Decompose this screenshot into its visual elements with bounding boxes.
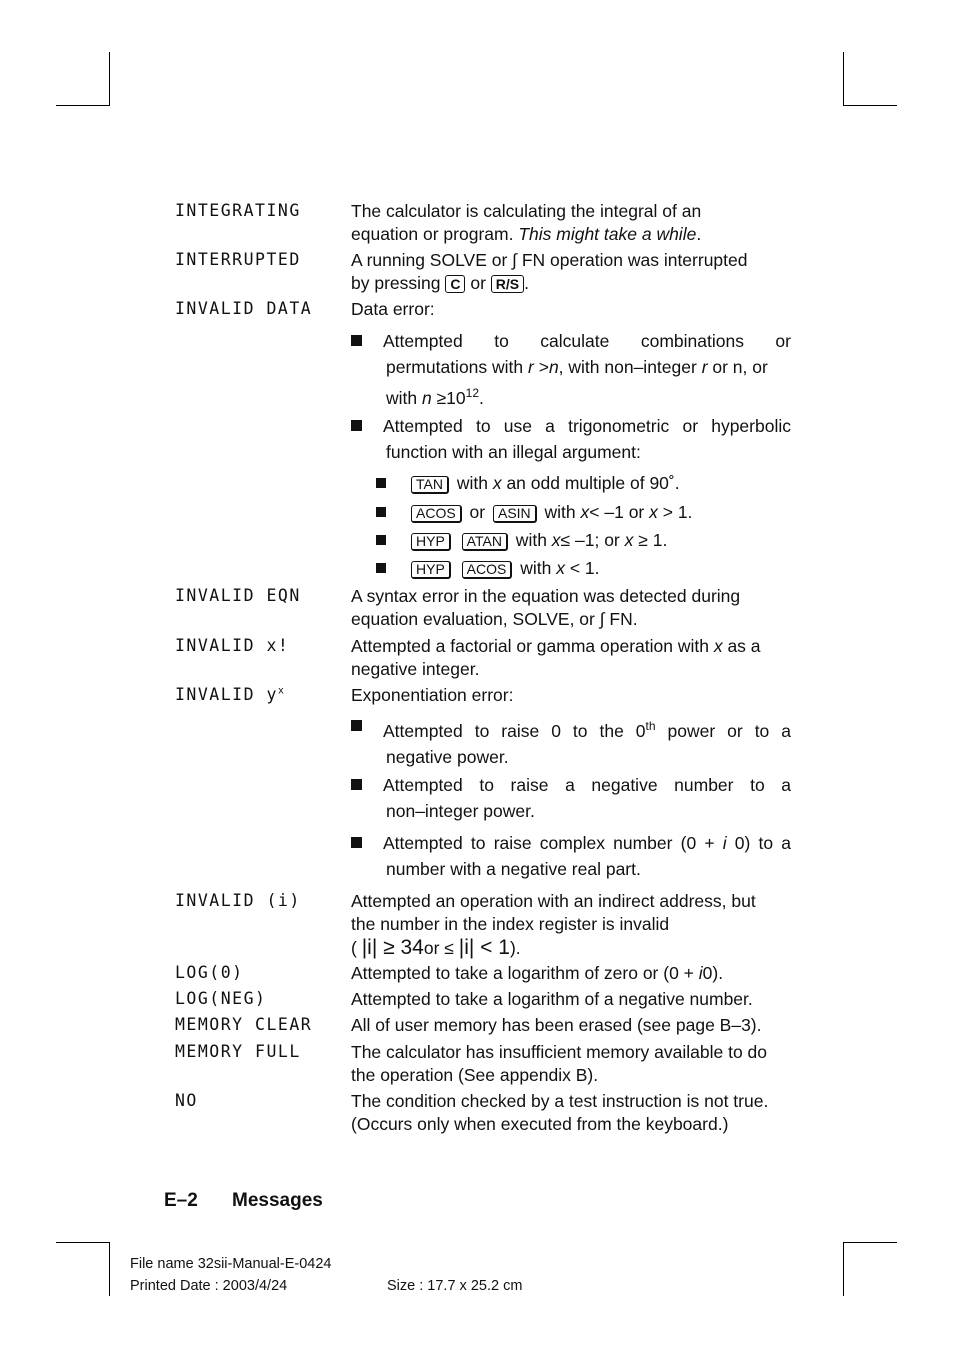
message-desc-integrating: The calculator is calculating the integral of an equation or program. This might take a while. (351, 201, 702, 244)
sub-bullet-item: HYP ATAN with x≤ –1; or x ≥ 1. (376, 528, 667, 552)
message-code-interrupted: INTERRUPTED (175, 250, 301, 269)
message-desc-invalid-i: Attempted an operation with an indirect address, but the number in the index register is invalid ( |i| ≥ 34or ≤ |i| < 1). (351, 891, 756, 959)
section-title: Messages (232, 1190, 323, 1211)
crop-mark (109, 1242, 110, 1296)
message-code-invalid-i: INVALID (i) (175, 891, 301, 910)
square-bullet-icon (351, 420, 362, 431)
message-code-invalid-yx: INVALID $y^x$ (175, 685, 284, 704)
message-desc-no: The condition checked by a test instruction is not true. (Occurs only when executed from the keyboard.) (351, 1091, 769, 1134)
message-desc-invalid-yx: Exponentiation error: (351, 685, 514, 705)
crop-mark (843, 52, 844, 106)
page-number: E–2 (164, 1190, 198, 1211)
message-code-log0: LOG(0) (175, 963, 244, 982)
message-desc-memory-full: The calculator has insufficient memory available to do the operation (See appendix B). (351, 1042, 768, 1085)
square-bullet-icon (351, 837, 362, 848)
square-bullet-icon (351, 779, 362, 790)
message-code-logneg: LOG(NEG) (175, 989, 267, 1008)
printed-date: Printed Date : 2003/4/24 (130, 1278, 288, 1294)
message-code-invalid-eqn: INVALID EQN (175, 586, 301, 605)
message-code-memory-full: MEMORY FULL (175, 1042, 301, 1061)
square-bullet-icon (376, 535, 386, 545)
bullet-item: Attempted to raise 0 to the 0th power or to a negative power. (351, 713, 791, 770)
sub-bullet-item: HYP ACOS with x < 1. (376, 556, 600, 580)
message-code-invalid-x: INVALID x! (175, 636, 290, 655)
bullet-item: Attempted to use a trigonometric or hyperbolic function with an illegal argument: (351, 413, 791, 465)
message-code-memory-clear: MEMORY CLEAR (175, 1015, 313, 1034)
atan-key-icon: ATAN (462, 533, 508, 551)
bullet-item: Attempted to raise a negative number to a non–integer power. (351, 772, 791, 824)
page-size: Size : 17.7 x 25.2 cm (387, 1278, 523, 1294)
acos-key-icon: ACOS (462, 561, 513, 579)
sub-bullet-item: TAN with x an odd multiple of 90˚. (376, 471, 680, 495)
square-bullet-icon (376, 507, 386, 517)
message-desc-memory-clear: All of user memory has been erased (see page B–3). (351, 1015, 762, 1035)
asin-key-icon: ASIN (493, 505, 537, 523)
message-desc-logneg: Attempted to take a logarithm of a negative number. (351, 989, 753, 1009)
crop-mark (843, 105, 897, 106)
bullet-item: Attempted to calculate combinations or permutations with r >n, with non–integer r or n, or with $n \ge 10^{12}$. (351, 328, 791, 411)
acos-key-icon: ACOS (411, 505, 462, 523)
message-desc-invalid-data: Data error: (351, 299, 435, 319)
crop-mark (843, 1242, 844, 1296)
crop-mark (56, 1242, 110, 1243)
tan-key-icon: TAN (411, 476, 449, 494)
message-code-invalid-data: INVALID DATA (175, 299, 313, 318)
square-bullet-icon (351, 335, 362, 346)
message-desc-log0: Attempted to take a logarithm of zero or (0 + i0). (351, 963, 724, 983)
rs-key-icon: R/S (491, 275, 524, 293)
crop-mark (843, 1242, 897, 1243)
message-desc-invalid-eqn: A syntax error in the equation was detected during equation evaluation, SOLVE, or ∫ FN. (351, 586, 741, 629)
square-bullet-icon (351, 720, 362, 731)
hyp-key-icon: HYP (411, 533, 451, 551)
file-name: File name 32sii-Manual-E-0424 (130, 1256, 332, 1272)
square-bullet-icon (376, 478, 386, 488)
crop-mark (109, 52, 110, 106)
hyp-key-icon: HYP (411, 561, 451, 579)
message-desc-invalid-x: Attempted a factorial or gamma operation with x as a negative integer. (351, 636, 761, 679)
sub-bullet-item: ACOS or ASIN with x< –1 or x > 1. (376, 500, 692, 524)
crop-mark (56, 105, 110, 106)
message-desc-interrupted: A running SOLVE or ∫ FN operation was interrupted by pressing C or R/S . (351, 250, 748, 293)
bullet-item: Attempted to raise complex number (0 + i 0) to a number with a negative real part. (351, 830, 791, 882)
message-code-integrating: INTEGRATING (175, 201, 301, 220)
c-key-icon: C (445, 275, 465, 293)
message-code-no: NO (175, 1091, 198, 1110)
square-bullet-icon (376, 563, 386, 573)
